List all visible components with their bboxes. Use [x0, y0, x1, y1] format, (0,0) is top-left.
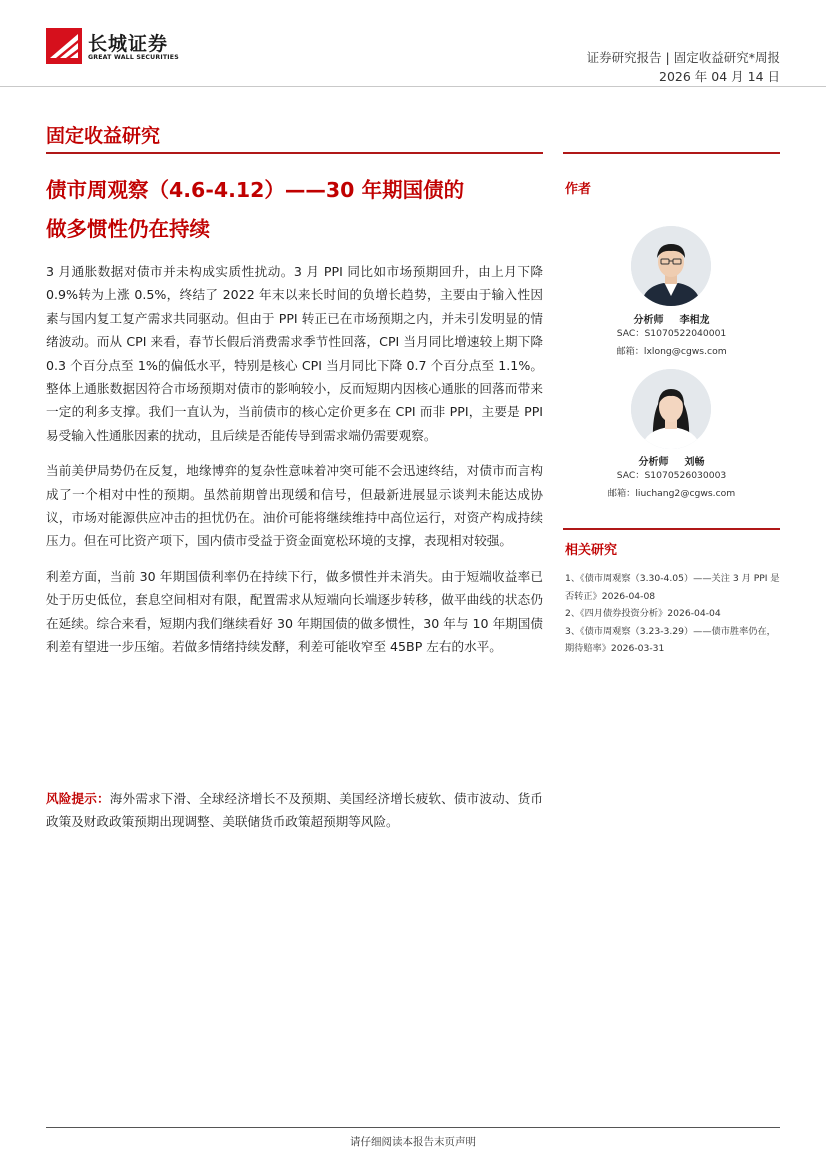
- company-logo: [46, 28, 191, 68]
- body-paragraph-inflation: 3 月通胀数据对债市并未构成实质性扰动。3 月 PPI 同比如市场预期回升，由上月下降 0.9%转为上涨 0.5%，终结了 2022 年末以来长时间的负增长趋势，主要由于输入性因素与国内复工复产需求共同驱动。但由于 PPI 转正已在市场预期之内，并未引发明显的情绪波动。而从 CPI 来看，春节长假后消费需求季节性回落，CPI 当月同比增速较上期下降 0.3 个百分点至 1%的偏低水平，特别是核心 CPI 当月同比下降 0.7 个百分点至 1.1%。整体上通胀数据因符合市场预期对债市的影响较小，反而短期内因核心通胀的回落而带来一定的利多支撑。我们一直认为，当前债市的核心定价更多在 CPI 而非 PPI，主要是 PPI 易受输入性通胀因素的扰动，且后续是否能传导到需求端仍需要观察。: [46, 264, 543, 443]
- analyst-1-sac: SAC：S1070522040001: [616, 328, 727, 339]
- footer-divider: [46, 1127, 780, 1128]
- report-meta: [587, 48, 780, 86]
- related-research-list: [565, 570, 781, 658]
- authors-heading: 作者: [565, 182, 592, 197]
- related-item-2[interactable]: 2、《四月债券投资分析》2026-04-04: [565, 608, 721, 619]
- title-line-2: 做多惯性仍在持续: [46, 217, 210, 241]
- report-category: 固定收益研究: [46, 125, 161, 147]
- report-title: [46, 171, 546, 249]
- analyst-1-role: 分析师: [633, 315, 664, 326]
- related-research-heading: 相关研究: [565, 543, 618, 558]
- title-rule: [46, 152, 543, 154]
- logo-chinese-name: 长城证券: [88, 33, 169, 55]
- analyst-2-sac: SAC：S1070526030003: [616, 470, 727, 481]
- great-wall-logo-icon: [46, 28, 82, 64]
- report-date: 2026 年 04 月 14 日: [659, 69, 780, 84]
- analyst-1-name: 李相龙: [679, 315, 710, 326]
- risk-warning: [46, 787, 543, 834]
- sidebar-related-rule: [563, 528, 780, 530]
- analyst-1-email: 邮箱：lxlong@cgws.com: [616, 346, 727, 357]
- analyst-2-email: 邮箱：liuchang2@cgws.com: [607, 488, 736, 499]
- related-item-1[interactable]: 1、《债市周观察（3.30-4.05）——关注 3 月 PPI 是否转正》2026-04-08: [565, 573, 780, 602]
- body-paragraph-spread: 利差方面，当前 30 年期国债利率仍在持续下行，做多惯性并未消失。由于短端收益率已处于历史低位，套息空间相对有限，配置需求从短端向长端逐步转移，做平曲线的状态仍在延续。综合来看，短期内我们继续看好 30 年期国债的做多惯性，30 年与 10 年期国债利差有望进一步压缩。若做多情绪持续发酵，利差可能收窄至 45BP 左右的水平。: [46, 568, 543, 655]
- analyst-1-name-line: [563, 311, 780, 326]
- analyst-2-name-line: [563, 453, 780, 468]
- risk-text: 海外需求下滑、全球经济增长不及预期、美国经济增长疲软、债市波动、货币政策及财政政策预期出现调整、美联储货币政策超预期等风险。: [46, 791, 544, 830]
- report-type: 证券研究报告 | 固定收益研究*周报: [586, 50, 780, 65]
- analyst-2-meta: [563, 467, 780, 503]
- analyst-photo-2: [631, 369, 711, 449]
- body-paragraph-geopolitics: 当前美伊局势仍在反复，地缘博弈的复杂性意味着冲突可能不会迅速终结，对债市而言构成了一个相对中性的预期。虽然前期曾出现缓和信号，但最新进展显示谈判未能达成协议，市场对能源供应冲击的担忧仍在。油价可能将继续维持中高位运行，对资产构成持续压力。但在可比资产项下，国内债市受益于资金面宽松环境的支撑，表现相对较强。: [46, 463, 543, 549]
- analyst-2-role: 分析师: [638, 457, 669, 468]
- title-line-1: 债市周观察（4.6-4.12）——30 年期国债的: [46, 178, 465, 202]
- report-body: [46, 260, 543, 671]
- header-divider: [0, 86, 826, 87]
- logo-english-name: GREAT WALL SECURITIES: [88, 54, 179, 61]
- analyst-1-meta: [563, 325, 780, 361]
- risk-label: 风险提示：: [46, 791, 110, 806]
- analyst-photo-1: [631, 226, 711, 306]
- sidebar-authors-rule: [563, 152, 780, 154]
- analyst-2-name: 刘畅: [684, 457, 705, 468]
- footer-disclaimer: 请仔细阅读本报告末页声明: [350, 1136, 476, 1148]
- related-item-3[interactable]: 3、《债市周观察（3.23-3.29）——债市胜率仍在，期待赔率》2026-03-31: [565, 625, 776, 654]
